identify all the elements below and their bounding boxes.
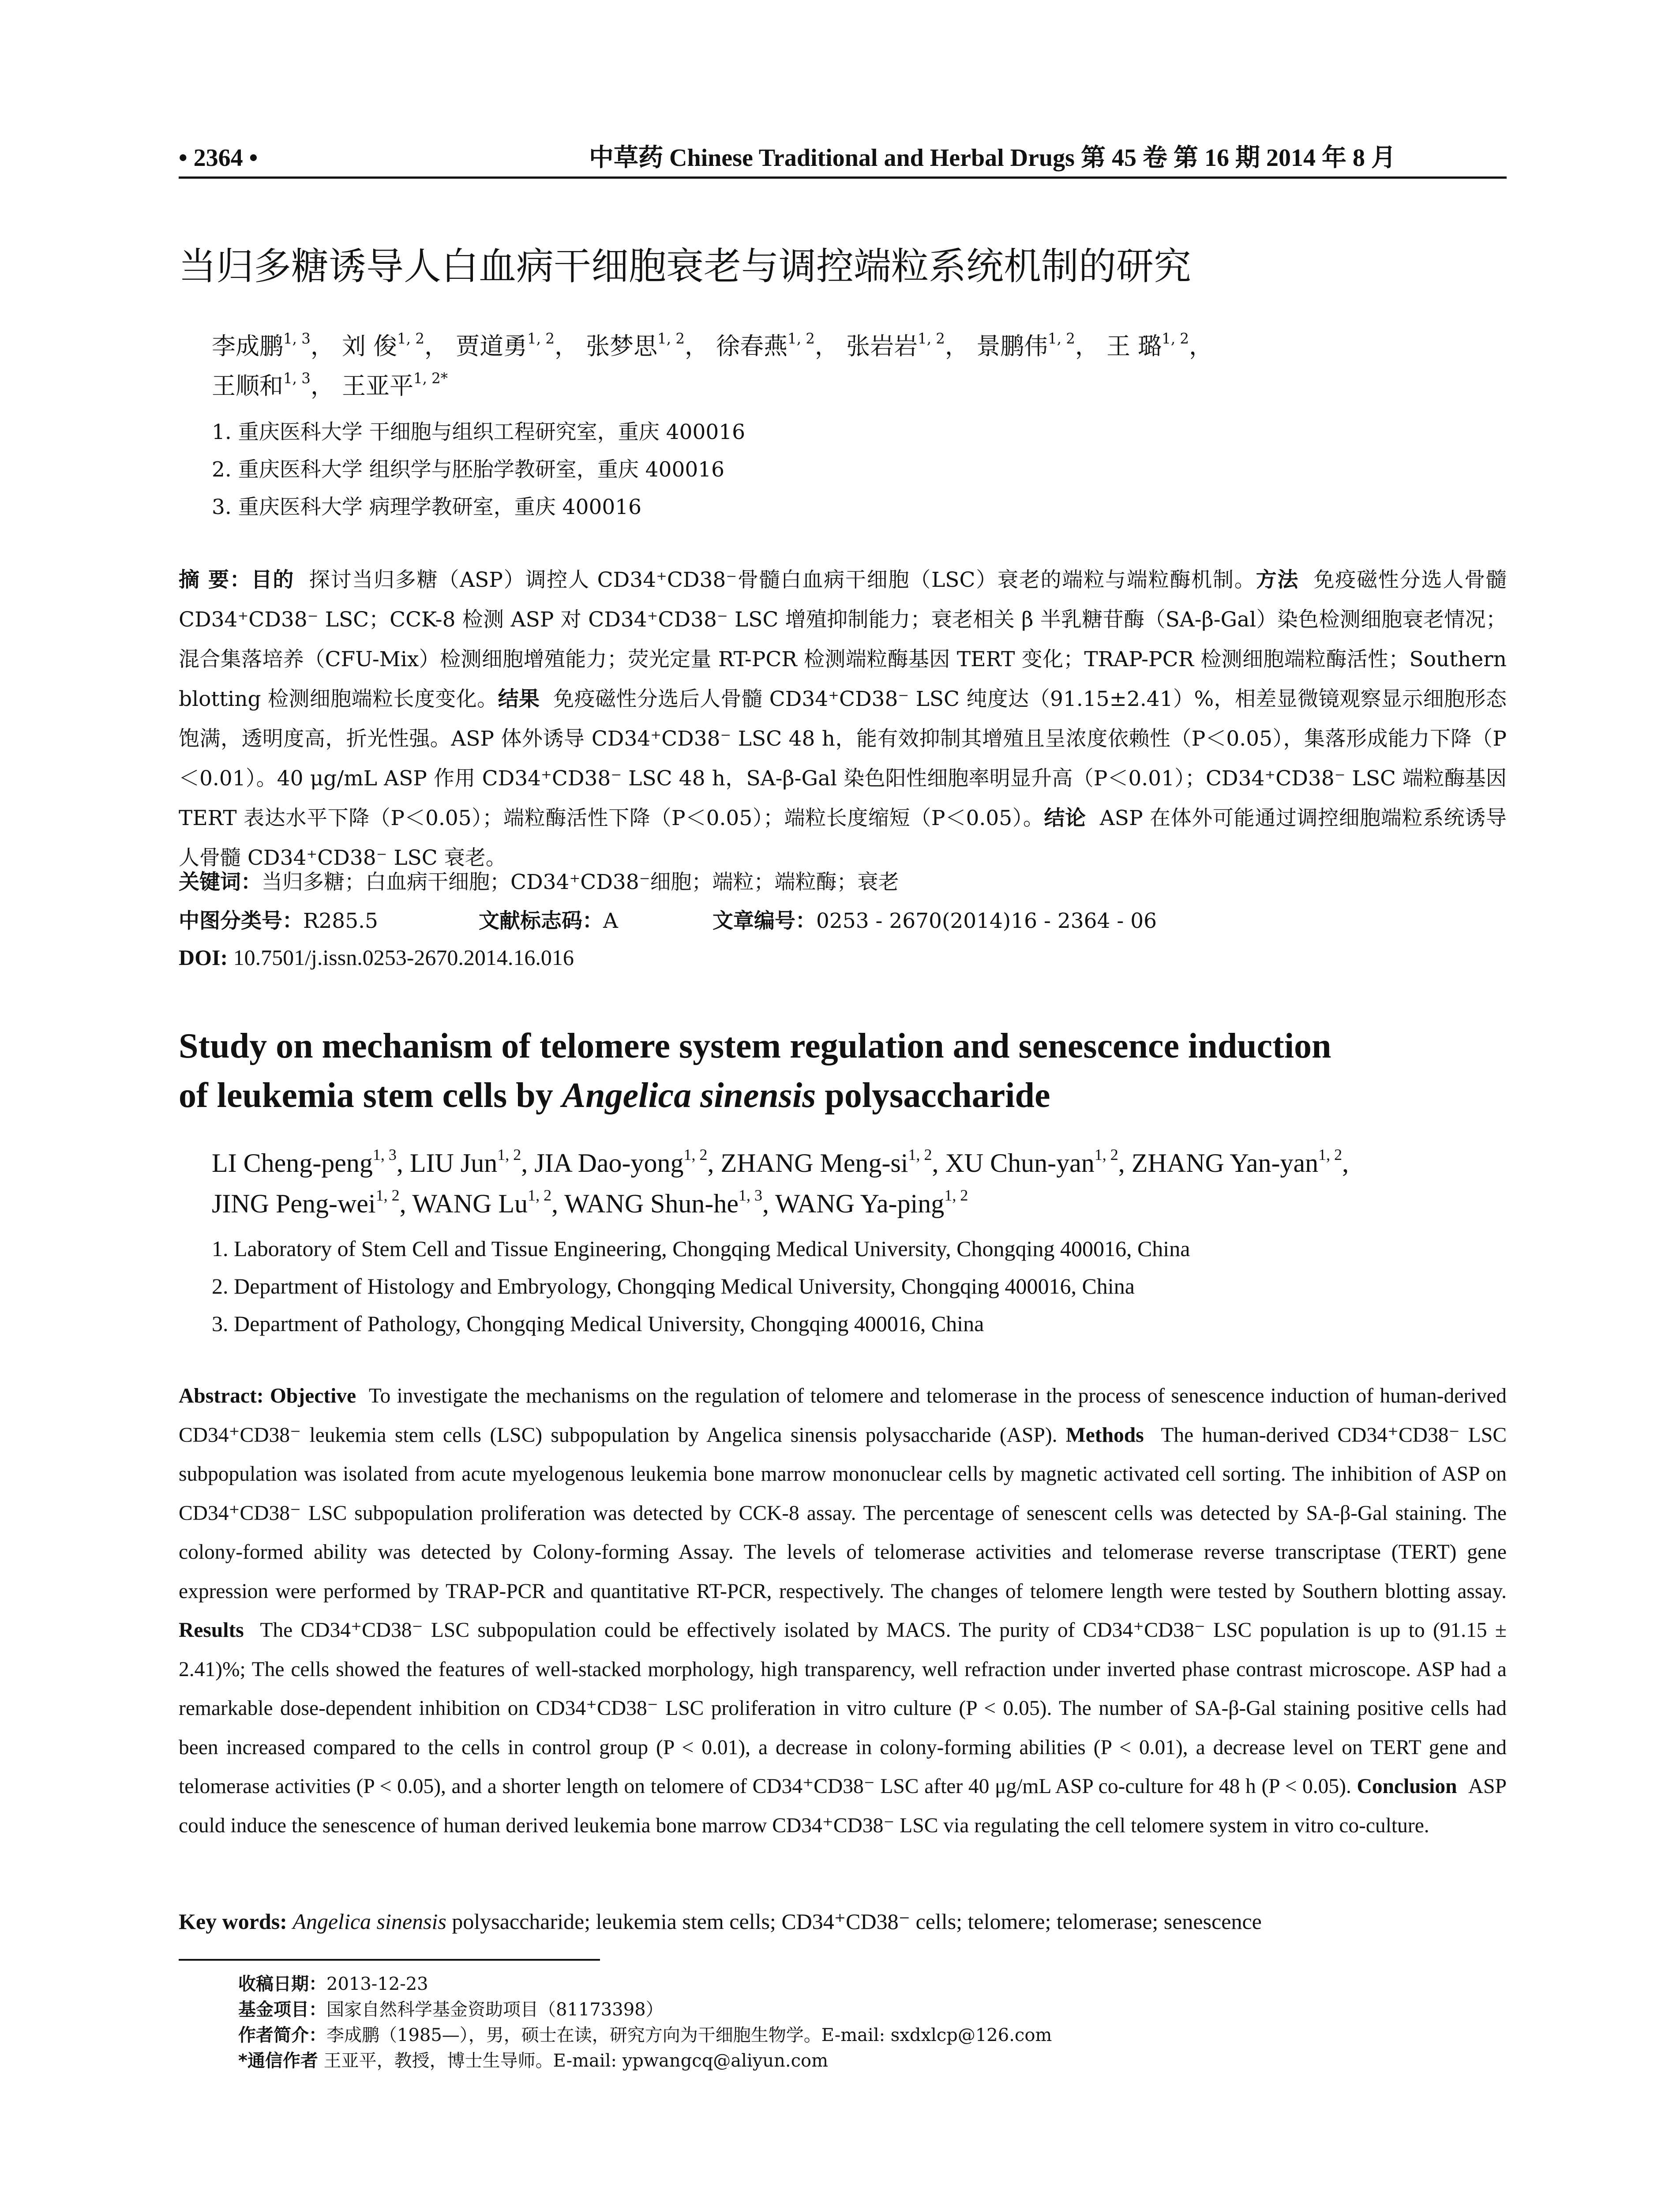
- cn-objective-label: 目的: [251, 568, 295, 592]
- footnote-author-bio: 作者简介：李成鹏（1985—），男，硕士在读，研究方向为干细胞生物学。E-mail: sxdxlcp@126.com: [238, 2025, 1052, 2045]
- cn-abstract-label: 摘 要：: [179, 568, 251, 592]
- en-results: The CD34⁺CD38⁻ LSC subpopulation could be effectively isolated by MACS. The purity of CD34⁺CD38⁻ LSC population is up to (91.15 ± 2.41)%; The cells showed the features of well-stacked morphology, high transparency, well refraction under inverted phase contrast microscope. ASP had a remarkable dose-dependent inhibition on CD34⁺CD38⁻ LSC proliferation in vitro culture (P < 0.05). The number of SA-β-Gal staining positive cells had been increased compared to the cells in control group (P < 0.01), a decrease in colony-forming abilities (P < 0.01), a decrease level on TERT gene and telomerase activities (P < 0.05), and a shorter length on telomere of CD34⁺CD38⁻ LSC after 40 μg/mL ASP co-culture for 48 h (P < 0.05).: [179, 1619, 1507, 1798]
- running-header: [179, 140, 1507, 176]
- cn-keywords: 关键词：当归多糖；白血病干细胞；CD34⁺CD38⁻细胞；端粒；端粒酶；衰老: [179, 870, 899, 894]
- page-number: • 2364 •: [179, 144, 258, 172]
- en-author: JING Peng-wei$^{1, 2}$: [212, 1186, 400, 1218]
- en-author: ZHANG Meng-si$^{1, 2}$: [720, 1146, 932, 1178]
- cn-author: 张梦思$^{1, 2}$: [586, 330, 685, 360]
- clc-code: 中图分类号：R285.5: [179, 909, 378, 933]
- en-affiliation: 1. Laboratory of Stem Cell and Tissue Engineering, Chongqing Medical University, Chongqing 400016, China: [212, 1236, 1190, 1261]
- article-number: 文章编号：0253 - 2670(2014)16 - 2364 - 06: [712, 909, 1157, 933]
- cn-author: 王顺和$^{1, 3}$: [212, 370, 311, 400]
- en-keywords: Key words: Angelica sinensis polysaccharide; leukemia stem cells; CD34⁺CD38⁻ cells; telomere; telomerase; senescence: [179, 1909, 1262, 1934]
- cn-affiliation: 2. 重庆医科大学 组织学与胚胎学教研室，重庆 400016: [212, 458, 725, 482]
- header-rule: [179, 176, 1507, 179]
- footnote-received: 收稿日期：2013-12-23: [238, 1974, 428, 1994]
- cn-author: 张岩岩$^{1, 2}$: [846, 330, 945, 360]
- en-objective-label: Objective: [270, 1384, 356, 1407]
- en-affiliation: 3. Department of Pathology, Chongqing Medical University, Chongqing 400016, China: [212, 1311, 984, 1336]
- cn-author: 李成鹏$^{1, 3}$: [212, 330, 311, 360]
- en-conclusion-label: Conclusion: [1357, 1775, 1457, 1798]
- en-methods: The human-derived CD34⁺CD38⁻ LSC subpopulation was isolated from acute myelogenous leukemia bone marrow mononuclear cells by magnetic activated cell sorting. The inhibition of ASP on CD34⁺CD38⁻ LSC subpopulation proliferation was detected by CCK-8 assay. The percentage of senescent cells was detected by SA-β-Gal staining. The colony-formed ability was detected by Colony-forming Assay. The levels of telomerase activities and telomerase reverse transcriptase (TERT) gene expression were performed by TRAP-PCR and quantitative RT-PCR, respectively. The changes of telomere length were tested by Southern blotting assay.: [179, 1423, 1507, 1603]
- journal-info: 中草药 Chinese Traditional and Herbal Drugs 第 45 卷 第 16 期 2014 年 8 月: [589, 144, 1396, 172]
- en-author: XU Chun-yan$^{1, 2}$: [945, 1146, 1118, 1178]
- cn-authors: 李成鹏$^{1, 3}$， 刘 俊$^{1, 2}$， 贾道勇$^{1, 2}$， 张梦思$^{1, 2}$， 徐春燕$^{1, 2}$， 张岩岩$^{1, 2}$， 景鹏伟$^{1, 2}$， 王 璐$^{1, 2}$， 王顺和$^{1, 3}$， 王亚平$^{1, 2*}$: [212, 330, 1213, 400]
- cn-affiliation: 1. 重庆医科大学 干细胞与组织工程研究室，重庆 400016: [212, 420, 746, 444]
- cn-results: 免疫磁性分选后人骨髓 CD34⁺CD38⁻ LSC 纯度达（91.15±2.41）%，相差显微镜观察显示细胞形态饱满，透明度高，折光性强。ASP 体外诱导 CD34⁺CD38⁻ LSC 48 h，能有效抑制其增殖且呈浓度依赖性（P＜0.05），集落形成能力下降（P＜0.01）。40 μg/mL ASP 作用 CD34⁺CD38⁻ LSC 48 h，SA-β-Gal 染色阳性细胞率明显升高（P＜0.01）；CD34⁺CD38⁻ LSC 端粒酶基因 TERT 表达水平下降（P＜0.05）；端粒酶活性下降（P＜0.05）；端粒长度缩短（P＜0.05）。: [179, 687, 1507, 830]
- en-methods-label: Methods: [1065, 1423, 1144, 1447]
- cn-author: 刘 俊$^{1, 2}$: [341, 330, 424, 360]
- en-author: ZHANG Yan-yan$^{1, 2}$: [1131, 1146, 1342, 1178]
- cn-author: 徐春燕$^{1, 2}$: [716, 330, 815, 360]
- footnote-corresponding: *通信作者 王亚平，教授，博士生导师。E-mail: ypwangcq@aliyun.com: [238, 2051, 828, 2071]
- en-abstract: [179, 1377, 1507, 1845]
- cn-conclusion: ASP 在体外可能通过调控细胞端粒系统诱导人骨髓 CD34⁺CD38⁻ LSC 衰老。: [179, 806, 1507, 870]
- en-abstract-label: Abstract:: [179, 1384, 264, 1407]
- en-conclusion: ASP could induce the senescence of human derived leukemia bone marrow CD34⁺CD38⁻ LSC via regulating the cell telomere system in vitro co-culture.: [179, 1775, 1507, 1837]
- cn-classification: [179, 904, 1507, 939]
- en-results-label: Results: [179, 1619, 244, 1642]
- cn-author: 景鹏伟$^{1, 2}$: [976, 330, 1075, 360]
- cn-conclusion-label: 结论: [1044, 806, 1086, 830]
- cn-abstract: [179, 560, 1507, 878]
- cn-results-label: 结果: [498, 687, 540, 711]
- en-author: WANG Ya-ping$^{1, 2}$: [775, 1186, 968, 1218]
- en-author: JIA Dao-yong$^{1, 2}$: [534, 1146, 708, 1178]
- en-author: WANG Lu$^{1, 2}$: [412, 1186, 552, 1218]
- en-author: LI Cheng-peng$^{1, 3}$: [212, 1146, 397, 1178]
- en-affiliation: 2. Department of Histology and Embryology, Chongqing Medical University, Chongqing 400016, China: [212, 1274, 1135, 1298]
- cn-author: 王亚平$^{1, 2*}$: [341, 370, 448, 400]
- cn-author: 贾道勇$^{1, 2}$: [456, 330, 555, 360]
- cn-affiliation: 3. 重庆医科大学 病理学教研室，重庆 400016: [212, 495, 642, 519]
- en-title: Study on mechanism of telomere system regulation and senescence induction of leukemia stem cells by Angelica sinensis polysaccharide: [179, 1027, 1331, 1115]
- cn-title: 当归多糖诱导人白血病干细胞衰老与调控端粒系统机制的研究: [179, 245, 1192, 289]
- en-authors: LI Cheng-peng$^{1, 3}$, LIU Jun$^{1, 2}$, JIA Dao-yong$^{1, 2}$, ZHANG Meng-si$^{1, 2}$, XU Chun-yan$^{1, 2}$, ZHANG Yan-yan$^{1, 2}$, JING Peng-wei$^{1, 2}$, WANG Lu$^{1, 2}$, WANG Shun-he$^{1, 3}$, WANG Ya-ping$^{1, 2}$: [212, 1146, 1349, 1218]
- cn-objective: 探讨当归多糖（ASP）调控人 CD34⁺CD38⁻骨髓白血病干细胞（LSC）衰老的端粒与端粒酶机制。: [309, 568, 1256, 592]
- cn-methods: 免疫磁性分选人骨髓 CD34⁺CD38⁻ LSC；CCK-8 检测 ASP 对 CD34⁺CD38⁻ LSC 增殖抑制能力；衰老相关 β 半乳糖苷酶（SA-β-Gal）染色检测细胞衰老情况；混合集落培养（CFU-Mix）检测细胞增殖能力；荧光定量 RT-PCR 检测端粒酶基因 TERT 变化；TRAP-PCR 检测细胞端粒酶活性；Southern blotting 检测细胞端粒长度变化。: [179, 568, 1507, 711]
- en-objective: To investigate the mechanisms on the regulation of telomere and telomerase in the process of senescence induction of human-derived CD34⁺CD38⁻ leukemia stem cells (LSC) subpopulation by Angelica sinensis polysaccharide (ASP).: [179, 1384, 1507, 1447]
- doi: DOI: 10.7501/j.issn.0253-2670.2014.16.016: [179, 945, 574, 970]
- doc-code: 文献标志码：A: [479, 909, 618, 933]
- en-author: LIU Jun$^{1, 2}$: [409, 1146, 521, 1178]
- cn-methods-label: 方法: [1256, 568, 1299, 592]
- footnote-funding: 基金项目：国家自然科学基金资助项目（81173398）: [238, 2000, 664, 2020]
- en-author: WANG Shun-he$^{1, 3}$: [564, 1186, 763, 1218]
- footnote-rule: [179, 1959, 600, 1961]
- cn-author: 王 璐$^{1, 2}$: [1106, 330, 1189, 360]
